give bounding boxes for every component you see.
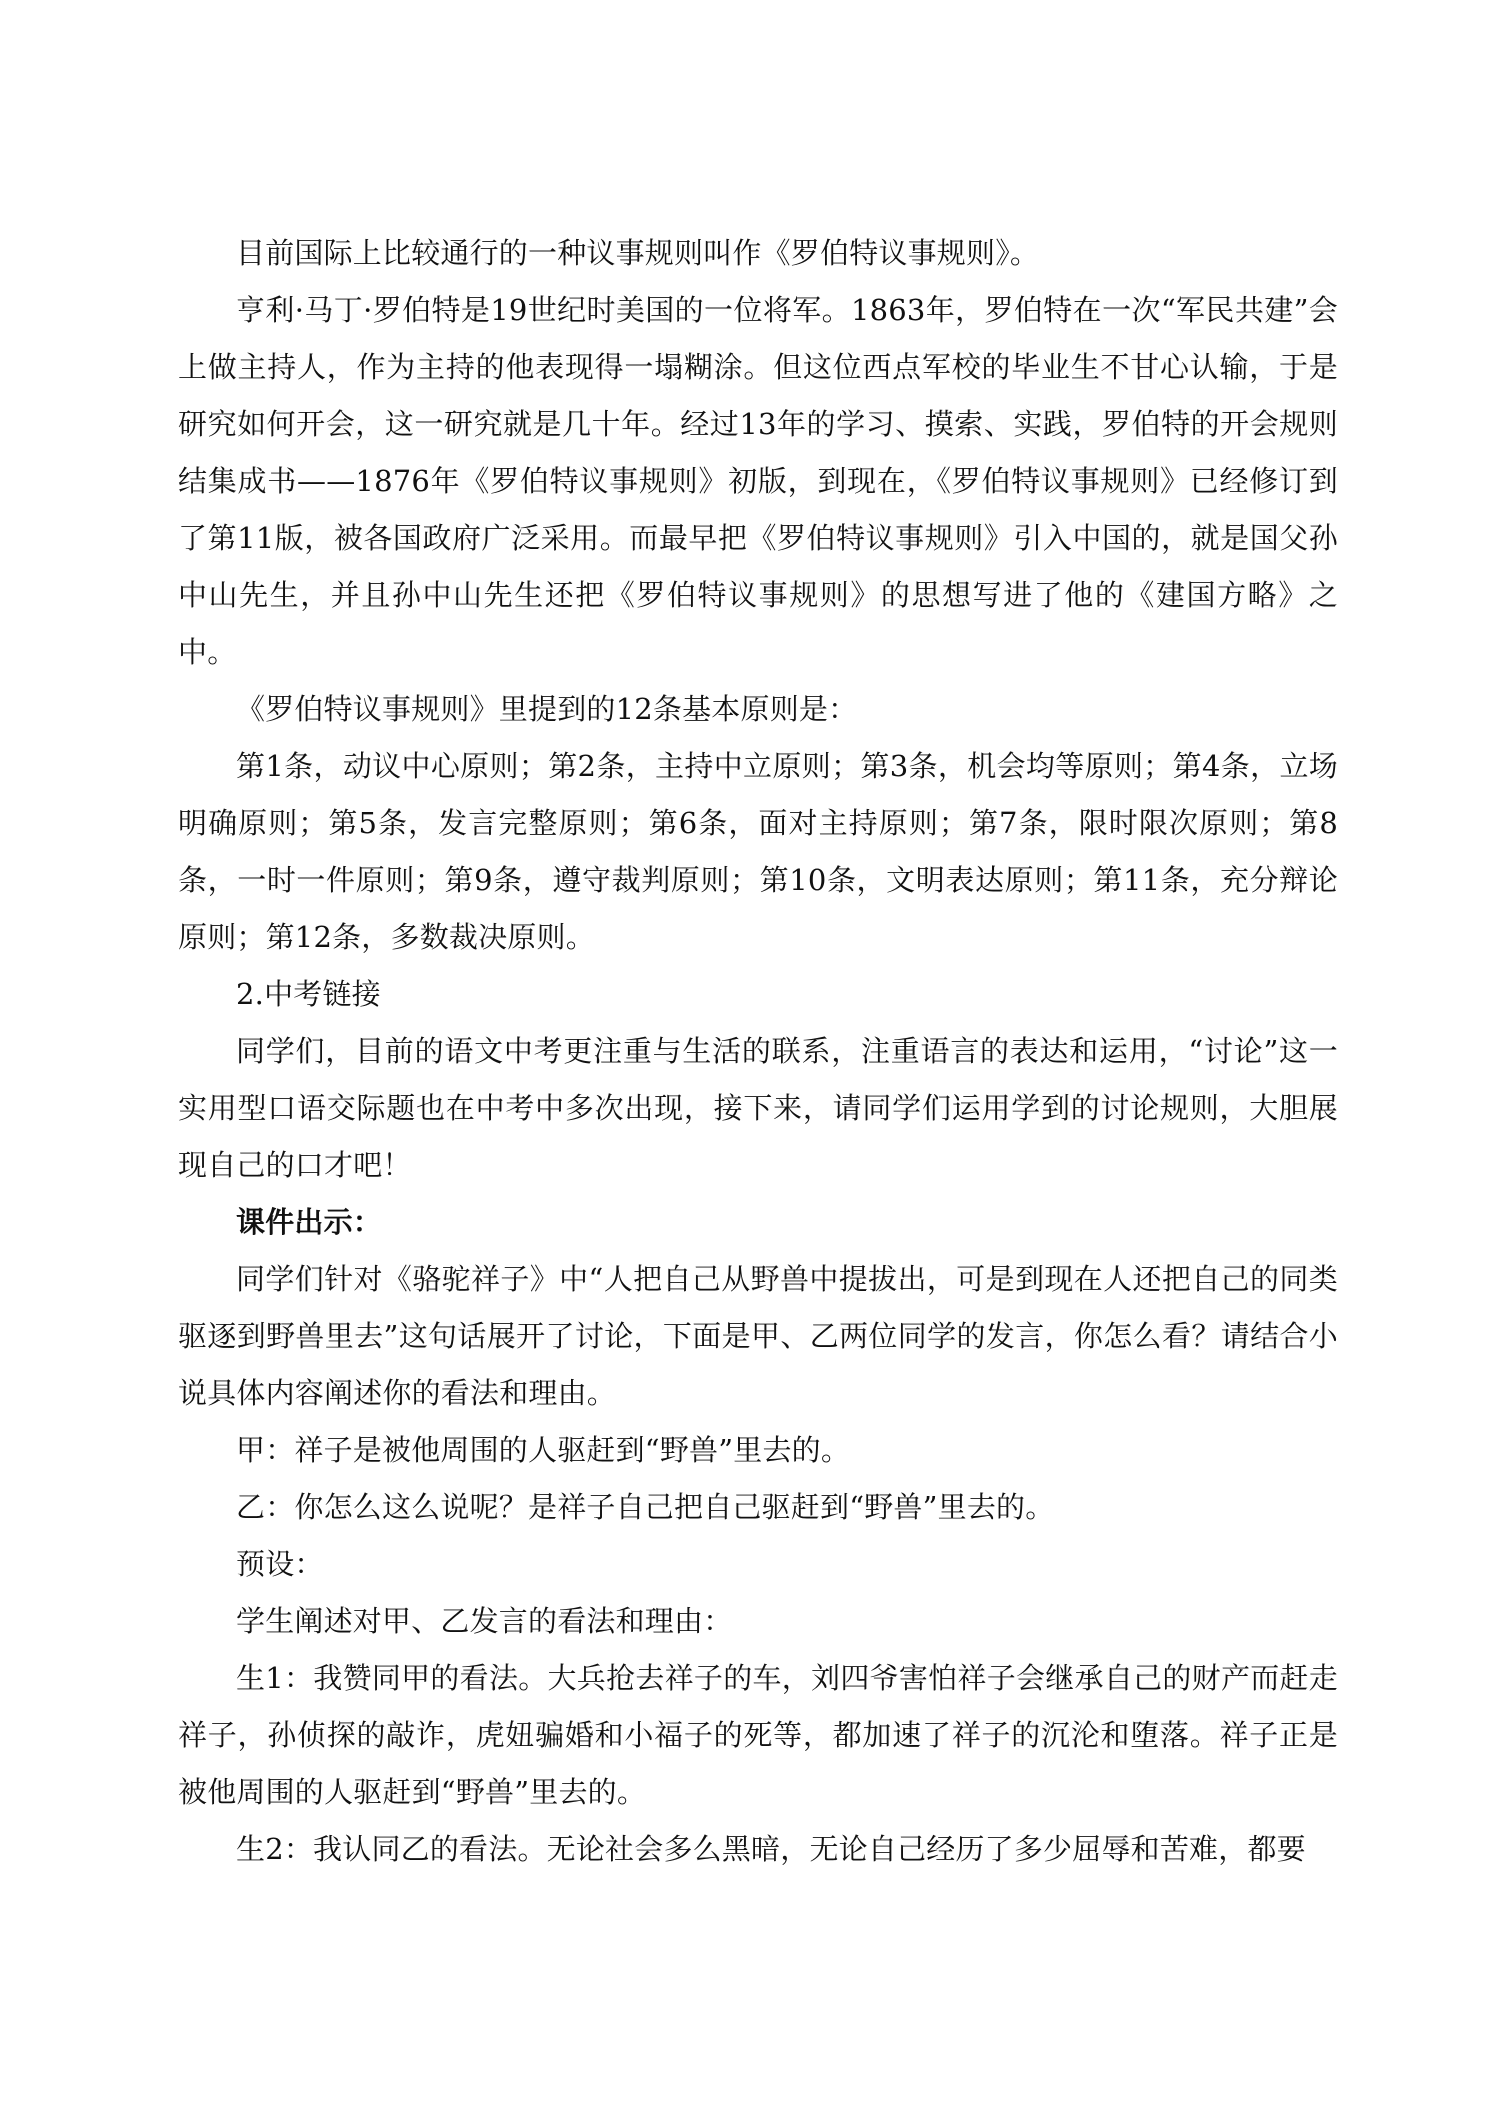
paragraph-principles-list: 第1条，动议中心原则；第2条，主持中立原则；第3条，机会均等原则；第4条，立场明确原则；第5条，发言完整原则；第6条，面对主持原则；第7条，限时限次原则；第8条，一时一件原则；第9条，遵守裁判原则；第10条，文明表达原则；第11条，充分辩论原则；第12条，多数裁决原则。: [178, 749, 1338, 954]
paragraph-student-views: 学生阐述对甲、乙发言的看法和理由：: [236, 1604, 733, 1638]
paragraph-discussion-prompt: 同学们针对《骆驼祥子》中“人把自己从野兽中提拔出，可是到现在人还把自己的同类驱逐到野兽里去”这句话展开了讨论，下面是甲、乙两位同学的发言，你怎么看？请结合小说具体内容阐述你的看法和理由。: [178, 1262, 1338, 1410]
paragraph-preset: 预设：: [236, 1547, 324, 1581]
courseware-heading: 课件出示：: [236, 1205, 383, 1239]
paragraph-student-1: 生1：我赞同甲的看法。大兵抢去祥子的车，刘四爷害怕祥子会继承自己的财产而赶走祥子，孙侦探的敲诈，虎妞骗婚和小福子的死等，都加速了祥子的沉沦和堕落。祥子正是被他周围的人驱赶到“野兽”里去的。: [178, 1661, 1338, 1809]
document-body: [178, 225, 1338, 1878]
section-heading-exam-link: 2.中考链接: [236, 977, 381, 1011]
paragraph-exam-link: 同学们，目前的语文中考更注重与生活的联系，注重语言的表达和运用，“讨论”这一实用型口语交际题也在中考中多次出现，接下来，请同学们运用学到的讨论规则，大胆展现自己的口才吧！: [178, 1034, 1338, 1182]
paragraph-student-a: 甲：祥子是被他周围的人驱赶到“野兽”里去的。: [236, 1433, 851, 1467]
paragraph-student-2: 生2：我认同乙的看法。无论社会多么黑暗，无论自己经历了多少屈辱和苦难，都要: [236, 1832, 1306, 1866]
paragraph-principles-intro: 《罗伯特议事规则》里提到的12条基本原则是：: [236, 692, 858, 726]
paragraph-robert-history: 亨利·马丁·罗伯特是19世纪时美国的一位将军。1863年，罗伯特在一次“军民共建”会上做主持人，作为主持的他表现得一塌糊涂。但这位西点军校的毕业生不甘心认输，于是研究如何开会，这一研究就是几十年。经过13年的学习、摸索、实践，罗伯特的开会规则结集成书——1876年《罗伯特议事规则》初版，到现在，《罗伯特议事规则》已经修订到了第11版，被各国政府广泛采用。而最早把《罗伯特议事规则》引入中国的，就是国父孙中山先生，并且孙中山先生还把《罗伯特议事规则》的思想写进了他的《建国方略》之中。: [178, 293, 1338, 669]
paragraph-intro: 目前国际上比较通行的一种议事规则叫作《罗伯特议事规则》。: [236, 236, 1040, 270]
paragraph-student-b: 乙：你怎么这么说呢？是祥子自己把自己驱赶到“野兽”里去的。: [236, 1490, 1055, 1524]
